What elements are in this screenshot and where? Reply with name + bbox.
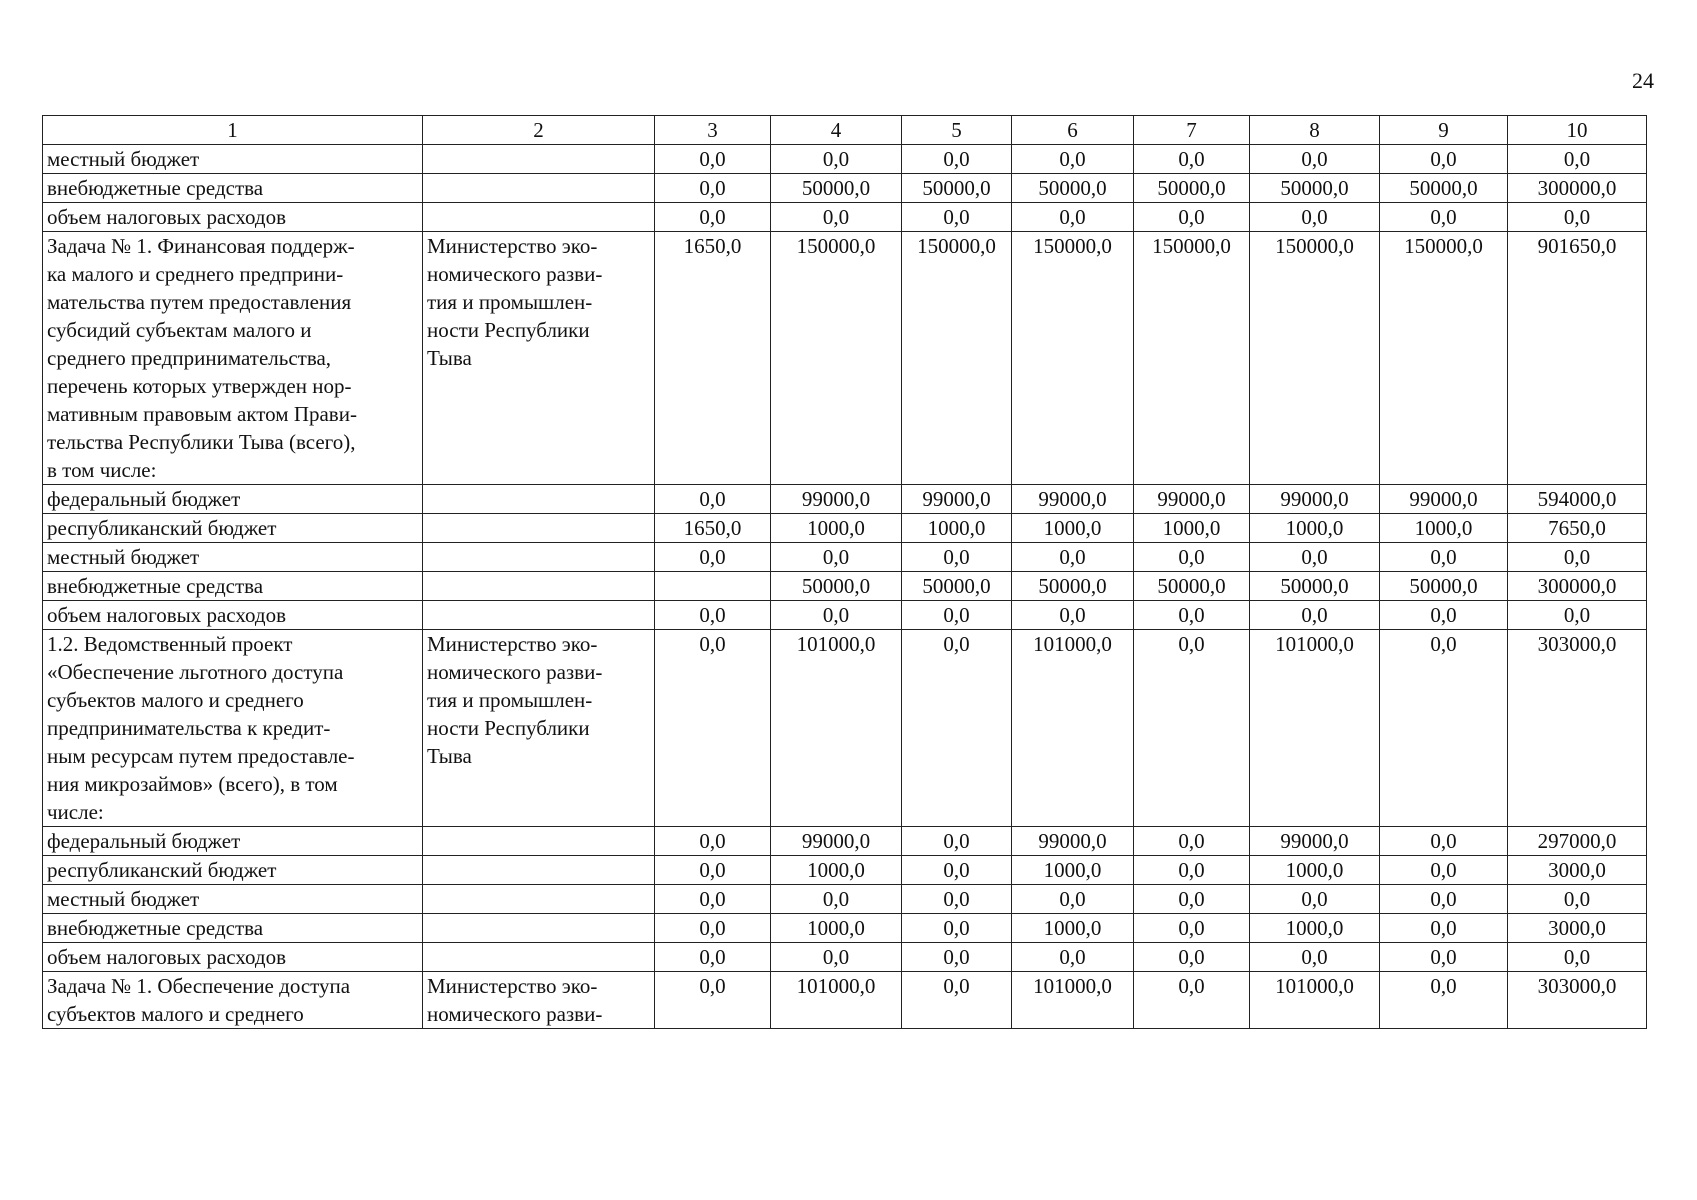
value-cell: 50000,0	[1250, 572, 1380, 601]
value-cell: 1000,0	[1012, 914, 1134, 943]
value-cell: 297000,0	[1508, 827, 1647, 856]
value-cell: 50000,0	[1380, 572, 1508, 601]
value-cell: 300000,0	[1508, 174, 1647, 203]
value-cell: 101000,0	[1012, 630, 1134, 827]
responsible-executor	[423, 943, 655, 972]
value-cell: 1000,0	[1250, 914, 1380, 943]
value-cell: 0,0	[902, 885, 1012, 914]
value-cell: 1000,0	[1012, 514, 1134, 543]
value-cell: 0,0	[1134, 827, 1250, 856]
value-cell: 0,0	[902, 601, 1012, 630]
value-cell: 50000,0	[1012, 174, 1134, 203]
table-body	[43, 116, 1647, 1029]
value-cell: 0,0	[771, 601, 902, 630]
value-cell: 1000,0	[1380, 514, 1508, 543]
value-cell: 0,0	[1380, 601, 1508, 630]
value-cell: 99000,0	[902, 485, 1012, 514]
value-cell: 0,0	[1134, 914, 1250, 943]
responsible-executor	[423, 601, 655, 630]
value-cell: 0,0	[1380, 885, 1508, 914]
value-cell: 0,0	[1012, 145, 1134, 174]
value-cell: 1650,0	[655, 514, 771, 543]
value-cell: 0,0	[1508, 543, 1647, 572]
table-row	[43, 232, 1647, 485]
table-row	[43, 145, 1647, 174]
value-cell: 0,0	[1380, 914, 1508, 943]
budget-table	[42, 115, 1647, 1029]
value-cell: 0,0	[1380, 856, 1508, 885]
value-cell: 50000,0	[902, 174, 1012, 203]
row-label: объем налоговых расходов	[43, 943, 423, 972]
value-cell: 0,0	[1134, 630, 1250, 827]
value-cell: 99000,0	[1134, 485, 1250, 514]
value-cell: 1000,0	[1134, 514, 1250, 543]
value-cell: 0,0	[655, 885, 771, 914]
row-label: республиканский бюджет	[43, 856, 423, 885]
responsible-executor: Министерство эко- номического разви- тия и промышлен- ности Республики Тыва	[423, 630, 655, 827]
value-cell: 0,0	[1380, 972, 1508, 1029]
value-cell: 303000,0	[1508, 972, 1647, 1029]
value-cell: 0,0	[902, 145, 1012, 174]
value-cell: 0,0	[1250, 601, 1380, 630]
row-label: 1.2. Ведомственный проект «Обеспечение льготного доступа субъектов малого и среднего предпринимательства к кредит- ным ресурсам путем предоставле- ния микрозаймов» (всего), в том числе:	[43, 630, 423, 827]
value-cell: 0,0	[1134, 943, 1250, 972]
table-row	[43, 174, 1647, 203]
value-cell: 0,0	[1250, 885, 1380, 914]
value-cell: 3000,0	[1508, 856, 1647, 885]
header-cell: 6	[1012, 116, 1134, 145]
value-cell: 0,0	[771, 943, 902, 972]
value-cell: 99000,0	[1012, 485, 1134, 514]
table-row	[43, 914, 1647, 943]
value-cell: 150000,0	[1134, 232, 1250, 485]
value-cell: 0,0	[1380, 827, 1508, 856]
value-cell: 0,0	[1134, 856, 1250, 885]
value-cell: 0,0	[771, 145, 902, 174]
value-cell: 50000,0	[1380, 174, 1508, 203]
value-cell: 901650,0	[1508, 232, 1647, 485]
header-cell: 2	[423, 116, 655, 145]
table-row	[43, 514, 1647, 543]
value-cell: 300000,0	[1508, 572, 1647, 601]
value-cell: 1000,0	[1012, 856, 1134, 885]
value-cell: 0,0	[1250, 943, 1380, 972]
value-cell: 0,0	[655, 485, 771, 514]
value-cell: 7650,0	[1508, 514, 1647, 543]
row-label: местный бюджет	[43, 885, 423, 914]
value-cell: 0,0	[1508, 145, 1647, 174]
responsible-executor	[423, 572, 655, 601]
value-cell: 0,0	[1250, 203, 1380, 232]
value-cell: 0,0	[1380, 203, 1508, 232]
value-cell: 1000,0	[1250, 856, 1380, 885]
value-cell: 0,0	[655, 856, 771, 885]
value-cell: 0,0	[902, 914, 1012, 943]
row-label: федеральный бюджет	[43, 485, 423, 514]
value-cell: 0,0	[655, 601, 771, 630]
value-cell: 0,0	[1134, 145, 1250, 174]
value-cell: 50000,0	[771, 572, 902, 601]
value-cell: 150000,0	[1250, 232, 1380, 485]
value-cell: 1000,0	[771, 856, 902, 885]
row-label: внебюджетные средства	[43, 174, 423, 203]
value-cell: 1000,0	[771, 514, 902, 543]
value-cell: 0,0	[1134, 972, 1250, 1029]
value-cell: 0,0	[655, 827, 771, 856]
value-cell: 101000,0	[1012, 972, 1134, 1029]
value-cell	[655, 572, 771, 601]
value-cell: 99000,0	[771, 485, 902, 514]
value-cell: 50000,0	[771, 174, 902, 203]
value-cell: 0,0	[655, 630, 771, 827]
responsible-executor	[423, 914, 655, 943]
value-cell: 0,0	[1012, 943, 1134, 972]
value-cell: 0,0	[902, 972, 1012, 1029]
value-cell: 50000,0	[1134, 572, 1250, 601]
value-cell: 0,0	[1380, 630, 1508, 827]
value-cell: 150000,0	[1380, 232, 1508, 485]
header-cell: 9	[1380, 116, 1508, 145]
value-cell: 0,0	[771, 203, 902, 232]
table-row	[43, 885, 1647, 914]
value-cell: 0,0	[655, 174, 771, 203]
value-cell: 101000,0	[1250, 972, 1380, 1029]
header-cell: 4	[771, 116, 902, 145]
header-cell: 8	[1250, 116, 1380, 145]
value-cell: 50000,0	[1250, 174, 1380, 203]
table-row	[43, 630, 1647, 827]
responsible-executor	[423, 174, 655, 203]
row-label: местный бюджет	[43, 145, 423, 174]
responsible-executor	[423, 856, 655, 885]
value-cell: 0,0	[902, 630, 1012, 827]
row-label: Задача № 1. Обеспечение доступа субъектов малого и среднего	[43, 972, 423, 1029]
row-label: федеральный бюджет	[43, 827, 423, 856]
value-cell: 0,0	[902, 543, 1012, 572]
value-cell: 0,0	[655, 543, 771, 572]
value-cell: 0,0	[1134, 203, 1250, 232]
value-cell: 1000,0	[771, 914, 902, 943]
responsible-executor	[423, 885, 655, 914]
responsible-executor	[423, 145, 655, 174]
table-row	[43, 485, 1647, 514]
header-cell: 1	[43, 116, 423, 145]
responsible-executor: Министерство эко- номического разви-	[423, 972, 655, 1029]
value-cell: 0,0	[902, 943, 1012, 972]
table-row	[43, 543, 1647, 572]
header-cell: 5	[902, 116, 1012, 145]
value-cell: 0,0	[655, 203, 771, 232]
value-cell: 150000,0	[1012, 232, 1134, 485]
table-row	[43, 572, 1647, 601]
table-row	[43, 601, 1647, 630]
value-cell: 0,0	[1012, 601, 1134, 630]
value-cell: 101000,0	[771, 630, 902, 827]
table-row	[43, 856, 1647, 885]
value-cell: 0,0	[771, 885, 902, 914]
value-cell: 303000,0	[1508, 630, 1647, 827]
value-cell: 0,0	[1134, 543, 1250, 572]
value-cell: 50000,0	[1012, 572, 1134, 601]
value-cell: 0,0	[902, 203, 1012, 232]
value-cell: 101000,0	[771, 972, 902, 1029]
value-cell: 0,0	[1012, 543, 1134, 572]
value-cell: 99000,0	[1012, 827, 1134, 856]
row-label: внебюджетные средства	[43, 914, 423, 943]
value-cell: 0,0	[1508, 203, 1647, 232]
value-cell: 0,0	[1250, 543, 1380, 572]
value-cell: 0,0	[1380, 943, 1508, 972]
table-row	[43, 943, 1647, 972]
row-label: Задача № 1. Финансовая поддерж- ка малого и среднего предприни- мательства путем предоставления субсидий субъектам малого и среднего предпринимательства, перечень которых утвержден нор- мативным правовым актом Прави- тельства Республики Тыва (всего), в том числе:	[43, 232, 423, 485]
row-label: объем налоговых расходов	[43, 601, 423, 630]
value-cell: 99000,0	[1250, 827, 1380, 856]
responsible-executor: Министерство эко- номического разви- тия и промышлен- ности Республики Тыва	[423, 232, 655, 485]
value-cell: 50000,0	[902, 572, 1012, 601]
table-row	[43, 972, 1647, 1029]
value-cell: 0,0	[1134, 885, 1250, 914]
value-cell: 0,0	[1508, 885, 1647, 914]
table-row	[43, 827, 1647, 856]
value-cell: 0,0	[1508, 601, 1647, 630]
header-cell: 7	[1134, 116, 1250, 145]
value-cell: 0,0	[902, 856, 1012, 885]
row-label: объем налоговых расходов	[43, 203, 423, 232]
value-cell: 0,0	[655, 943, 771, 972]
value-cell: 150000,0	[771, 232, 902, 485]
value-cell: 0,0	[771, 543, 902, 572]
responsible-executor	[423, 543, 655, 572]
row-label: внебюджетные средства	[43, 572, 423, 601]
value-cell: 0,0	[655, 914, 771, 943]
value-cell: 0,0	[1134, 601, 1250, 630]
responsible-executor	[423, 203, 655, 232]
header-cell: 10	[1508, 116, 1647, 145]
value-cell: 0,0	[1380, 543, 1508, 572]
row-label: республиканский бюджет	[43, 514, 423, 543]
header-row	[43, 116, 1647, 145]
table-row	[43, 203, 1647, 232]
responsible-executor	[423, 827, 655, 856]
value-cell: 594000,0	[1508, 485, 1647, 514]
responsible-executor	[423, 485, 655, 514]
value-cell: 0,0	[655, 972, 771, 1029]
value-cell: 1650,0	[655, 232, 771, 485]
value-cell: 101000,0	[1250, 630, 1380, 827]
value-cell: 0,0	[1380, 145, 1508, 174]
row-label: местный бюджет	[43, 543, 423, 572]
value-cell: 0,0	[902, 827, 1012, 856]
value-cell: 0,0	[655, 145, 771, 174]
value-cell: 1000,0	[902, 514, 1012, 543]
value-cell: 99000,0	[1250, 485, 1380, 514]
value-cell: 3000,0	[1508, 914, 1647, 943]
header-cell: 3	[655, 116, 771, 145]
value-cell: 0,0	[1508, 943, 1647, 972]
value-cell: 99000,0	[771, 827, 902, 856]
value-cell: 0,0	[1012, 203, 1134, 232]
value-cell: 99000,0	[1380, 485, 1508, 514]
value-cell: 0,0	[1250, 145, 1380, 174]
page-number: 24	[1632, 68, 1654, 93]
value-cell: 1000,0	[1250, 514, 1380, 543]
value-cell: 150000,0	[902, 232, 1012, 485]
value-cell: 0,0	[1012, 885, 1134, 914]
value-cell: 50000,0	[1134, 174, 1250, 203]
responsible-executor	[423, 514, 655, 543]
